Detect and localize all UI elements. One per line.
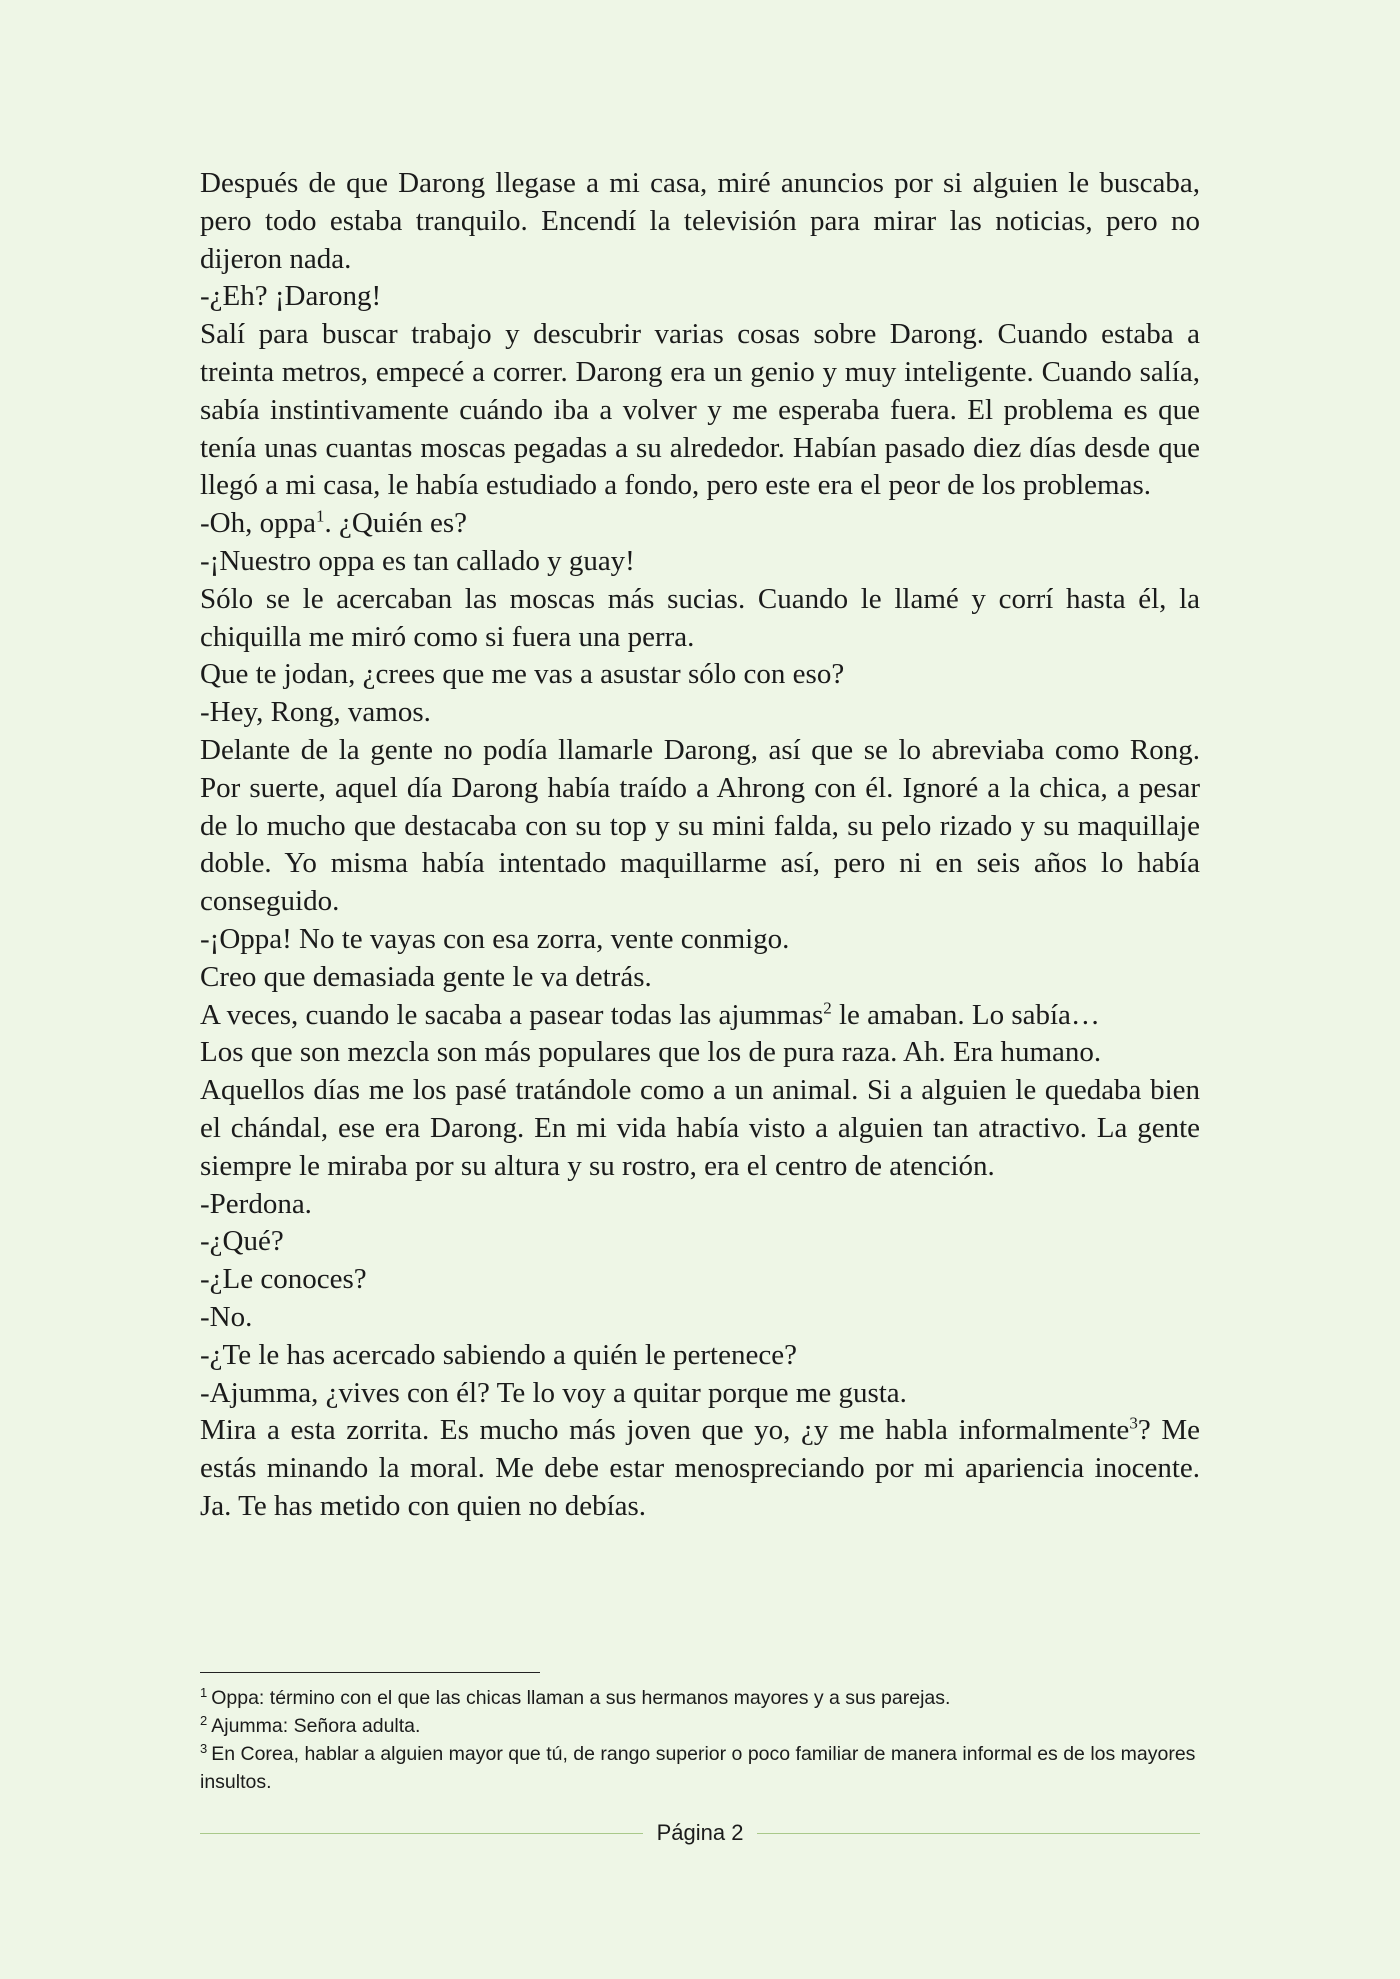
footnote: [200, 1712, 1200, 1740]
footnotes: [200, 1684, 1200, 1796]
paragraph: [200, 278, 1200, 316]
paragraph-text: Los que son mezcla son más populares que los de pura raza. Ah. Era humano.: [200, 1036, 1102, 1069]
footer-rule-right: [757, 1833, 1200, 1834]
paragraph: [200, 1412, 1200, 1525]
paragraph-text: -¿Le conoces?: [200, 1263, 367, 1296]
footer-rule-left: [200, 1833, 643, 1834]
footnote-text: Ajumma: Señora adulta.: [211, 1715, 421, 1737]
footnote-reference[interactable]: 3: [1129, 1413, 1138, 1433]
paragraph-text: Sólo se le acercaban las moscas más sucias. Cuando le llamé y corrí hasta él, la chiquilla me miró como si fuera una perra.: [200, 582, 1200, 653]
footnote: [200, 1684, 1200, 1712]
paragraph: [200, 997, 1200, 1035]
paragraph: [200, 1337, 1200, 1375]
paragraph-text: A veces, cuando le sacaba a pasear todas las ajummas: [200, 998, 824, 1031]
paragraph-text: Después de que Darong llegase a mi casa, miré anuncios por si alguien le buscaba, pero todo estaba tranquilo. Encendí la televisión para mirar las noticias, pero no dijeron nada.: [200, 167, 1200, 275]
paragraph-text: -¿Eh? ¡Darong!: [200, 280, 382, 313]
paragraph: [200, 1223, 1200, 1261]
paragraph: [200, 694, 1200, 732]
paragraph-text: -¡Nuestro oppa es tan callado y guay!: [200, 544, 635, 577]
footnote-reference[interactable]: 2: [823, 997, 832, 1017]
paragraph-text: . ¿Quién es?: [324, 507, 468, 540]
paragraph-text: -¿Qué?: [200, 1225, 284, 1258]
paragraph-text: -Oh, oppa: [200, 507, 316, 540]
paragraph-text: -Hey, Rong, vamos.: [200, 696, 431, 729]
paragraph-text: Creo que demasiada gente le va detrás.: [200, 960, 652, 993]
paragraph: [200, 1034, 1200, 1072]
paragraph: [200, 959, 1200, 997]
paragraph-text: ? Me estás minando la moral. Me debe estar menospreciando por mi apariencia inocente. Ja. Te has metido con quien no debías.: [200, 1414, 1200, 1522]
paragraph-text: Delante de la gente no podía llamarle Darong, así que se lo abreviaba como Rong. Por suerte, aquel día Darong había traído a Ahrong con él. Ignoré a la chica, a pesar de lo mucho que destacaba con su top y su mini falda, su pelo rizado y su maquillaje doble. Yo misma había intentado maquillarme así, pero ni en seis años lo había conseguido.: [200, 733, 1200, 918]
footnote-number: 3: [200, 1740, 208, 1756]
paragraph: [200, 921, 1200, 959]
page-footer: [200, 1815, 1200, 1851]
footnote: [200, 1740, 1200, 1796]
paragraph: [200, 581, 1200, 657]
paragraph: [200, 165, 1200, 278]
paragraph: [200, 543, 1200, 581]
paragraph: [200, 1261, 1200, 1299]
paragraph-text: Aquellos días me los pasé tratándole como a un animal. Si a alguien le quedaba bien el chándal, ese era Darong. En mi vida había visto a alguien tan atractivo. La gente siempre le miraba por su altura y su rostro, era el centro de atención.: [200, 1074, 1200, 1182]
paragraph-text: Salí para buscar trabajo y descubrir varias cosas sobre Darong. Cuando estaba a treinta metros, empecé a correr. Darong era un genio y muy inteligente. Cuando salía, sabía instintivamente cuándo iba a volver y me esperaba fuera. El problema es que tenía unas cuantas moscas pegadas a su alrededor. Habían pasado diez días desde que llegó a mi casa, le había estudiado a fondo, pero este era el peor de los problemas.: [200, 318, 1200, 502]
paragraph-text: Que te jodan, ¿crees que me vas a asustar sólo con eso?: [200, 658, 845, 691]
paragraph-text: -No.: [200, 1300, 253, 1333]
paragraph: [200, 316, 1200, 505]
paragraph-text: le amaban. Lo sabía…: [831, 998, 1100, 1031]
footnote-text: En Corea, hablar a alguien mayor que tú, de rango superior o poco familiar de manera informal es de los mayores insultos.: [200, 1743, 1196, 1793]
paragraph: [200, 1186, 1200, 1224]
paragraph: [200, 1375, 1200, 1413]
paragraph: [200, 505, 1200, 543]
paragraph: [200, 1299, 1200, 1337]
paragraph-text: -¿Te le has acercado sabiendo a quién le pertenece?: [200, 1338, 797, 1371]
paragraph: [200, 656, 1200, 694]
body-text: [200, 165, 1200, 1526]
paragraph-text: -¡Oppa! No te vayas con esa zorra, vente conmigo.: [200, 922, 790, 955]
footnote-separator: [200, 1672, 540, 1673]
footnote-number: 1: [200, 1684, 208, 1700]
footnote-number: 2: [200, 1712, 208, 1728]
footnote-reference[interactable]: 1: [315, 506, 325, 526]
paragraph: [200, 732, 1200, 921]
paragraph: [200, 1072, 1200, 1185]
page-number: Página 2: [656, 1820, 744, 1845]
paragraph-text: -Ajumma, ¿vives con él? Te lo voy a quitar porque me gusta.: [200, 1376, 907, 1409]
paragraph-text: Mira a esta zorrita. Es mucho más joven que yo, ¿y me habla informalmente: [200, 1414, 1130, 1447]
footnote-text: Oppa: término con el que las chicas llaman a sus hermanos mayores y a sus parejas.: [211, 1687, 951, 1709]
paragraph-text: -Perdona.: [200, 1187, 312, 1220]
